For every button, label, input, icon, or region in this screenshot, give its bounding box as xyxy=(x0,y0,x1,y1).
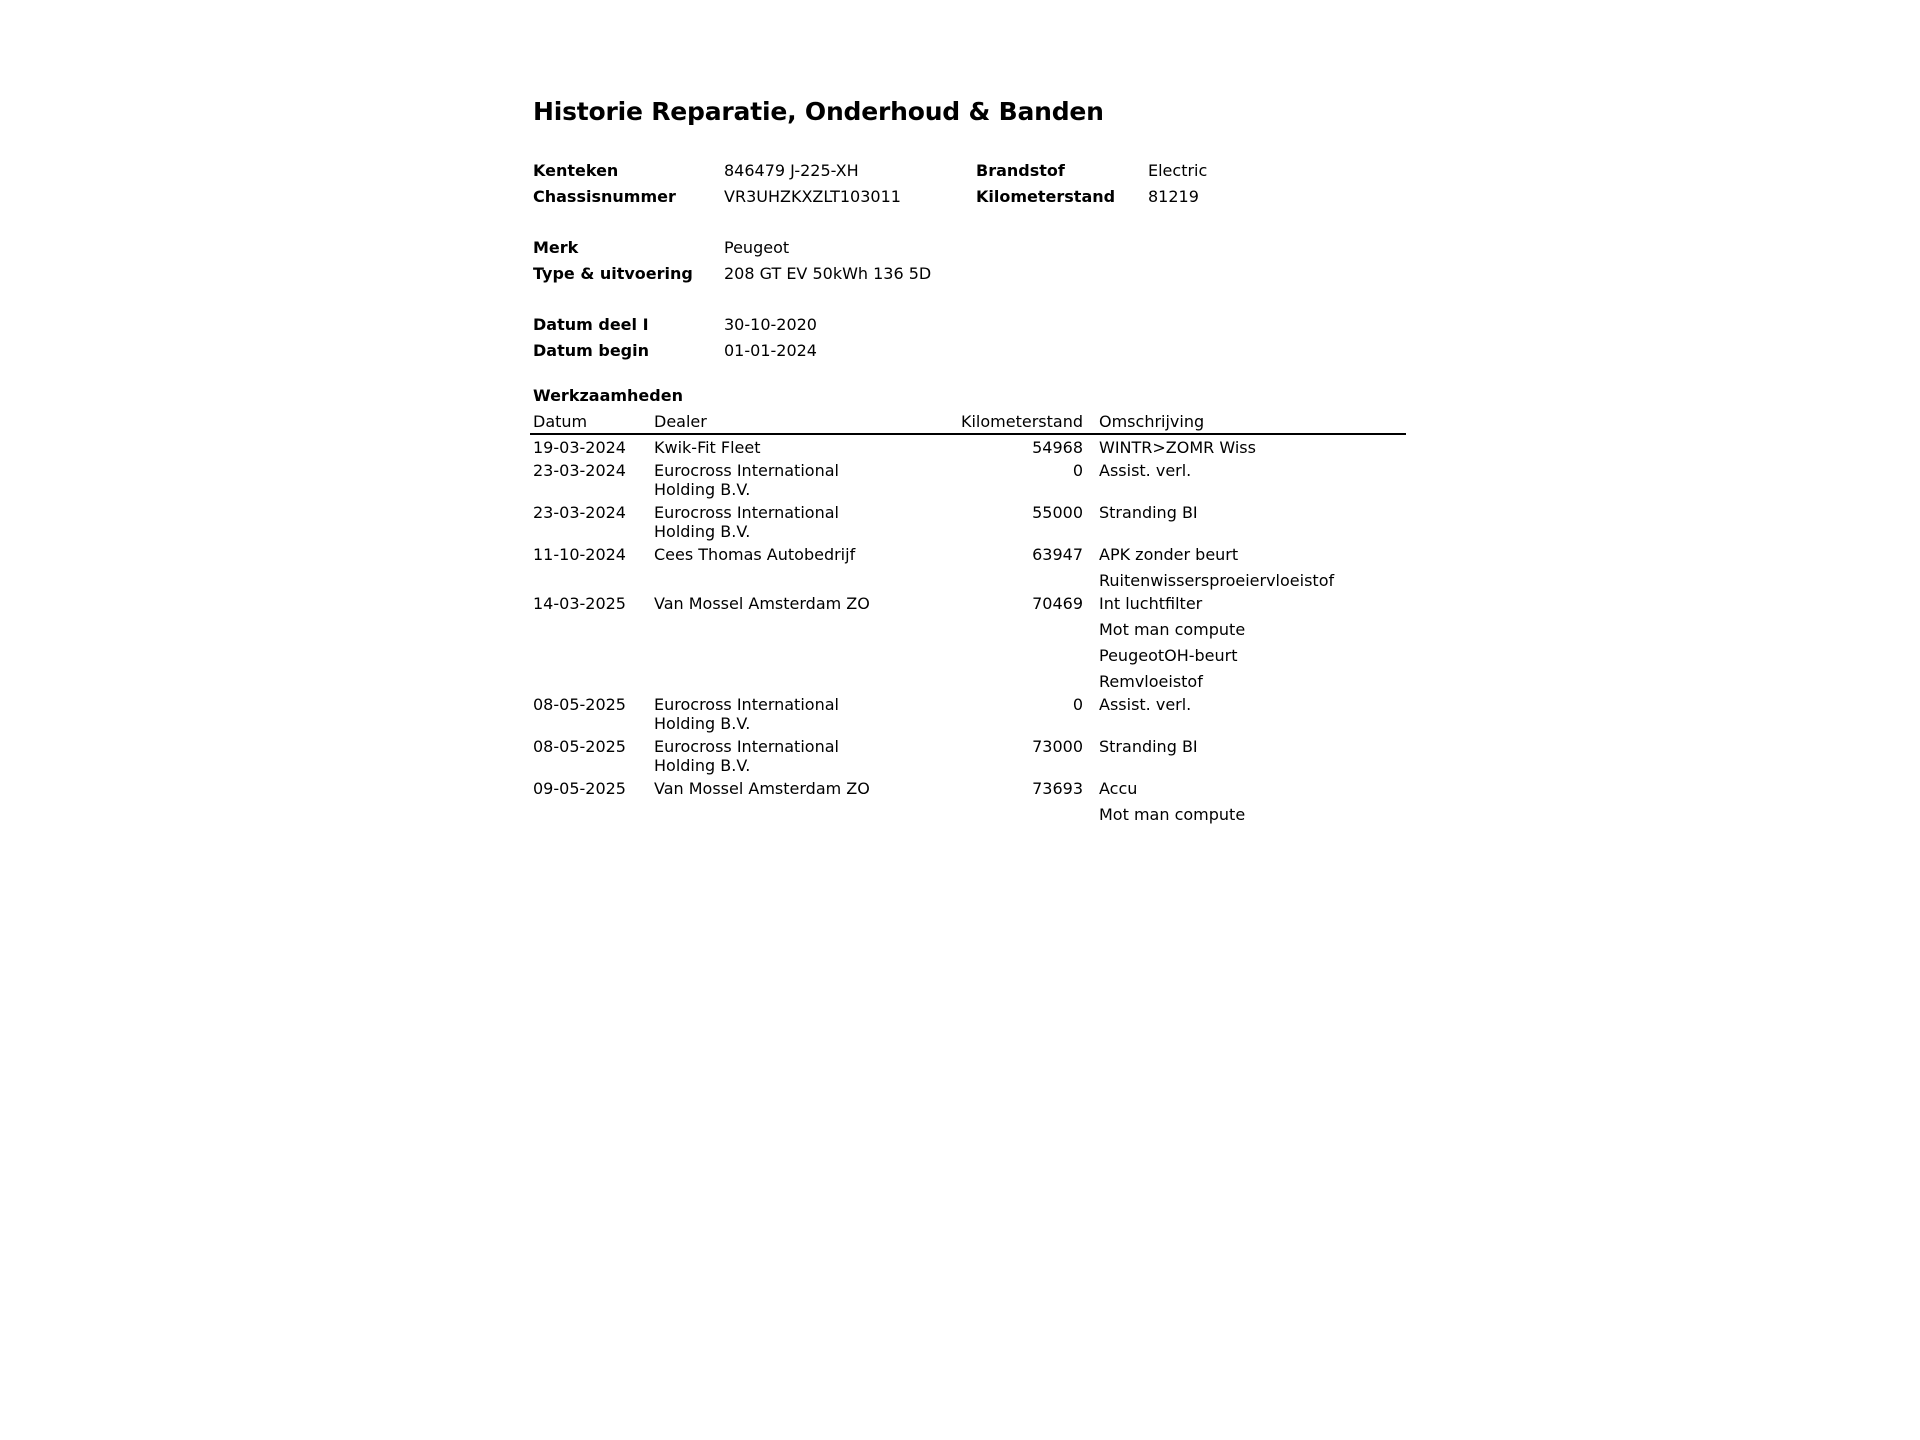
cell-kilometerstand: 55000 xyxy=(1032,503,1083,522)
brandstof-value: Electric xyxy=(1148,161,1208,180)
datum-deel-label: Datum deel I xyxy=(533,315,649,334)
cell-kilometerstand: 73693 xyxy=(1032,779,1083,798)
omschrijving-line: Assist. verl. xyxy=(1099,461,1192,480)
chassis-label: Chassisnummer xyxy=(533,187,676,206)
cell-datum: 08-05-2025 xyxy=(533,695,626,714)
column-header-kilometerstand: Kilometerstand xyxy=(901,412,1097,434)
vehicle-info-identification xyxy=(533,158,1413,210)
cell-kilometerstand: 0 xyxy=(1072,695,1083,714)
cell-datum: 14-03-2025 xyxy=(533,594,626,613)
cell-kilometerstand: 54968 xyxy=(1032,438,1083,457)
datum-begin-value: 01-01-2024 xyxy=(724,341,817,360)
page-title: Historie Reparatie, Onderhoud & Banden xyxy=(533,97,1104,126)
kilometerstand-value: 81219 xyxy=(1148,187,1199,206)
werkzaamheden-table xyxy=(530,412,1406,825)
info-row-kenteken xyxy=(533,158,1413,184)
cell-omschrijving xyxy=(1097,458,1406,500)
info-row-datum-begin xyxy=(533,338,1413,364)
werkzaamheden-title: Werkzaamheden xyxy=(533,386,683,405)
cell-dealer: Eurocross International Holding B.V. xyxy=(654,503,839,541)
cell-omschrijving xyxy=(1097,500,1406,542)
info-row-datum-deel xyxy=(533,312,1413,338)
cell-kilometerstand: 70469 xyxy=(1032,594,1083,613)
cell-datum: 09-05-2025 xyxy=(533,779,626,798)
cell-kilometerstand: 0 xyxy=(1072,461,1083,480)
omschrijving-line: APK zonder beurt xyxy=(1099,545,1239,564)
table-header-row xyxy=(530,412,1406,434)
omschrijving-line: PeugeotOH-beurt xyxy=(1099,646,1238,665)
omschrijving-line: Stranding BI xyxy=(1099,503,1198,522)
cell-dealer: Eurocross International Holding B.V. xyxy=(654,737,839,775)
table-row xyxy=(530,734,1406,776)
chassis-value: VR3UHZKXZLT103011 xyxy=(724,187,901,206)
info-row-merk xyxy=(533,235,1413,261)
merk-value: Peugeot xyxy=(724,238,790,257)
table-row xyxy=(530,434,1406,458)
vehicle-info-model xyxy=(533,235,1413,287)
cell-datum: 19-03-2024 xyxy=(533,438,626,457)
cell-omschrijving xyxy=(1097,542,1406,591)
cell-omschrijving xyxy=(1097,734,1406,776)
kenteken-label: Kenteken xyxy=(533,161,619,180)
column-header-dealer: Dealer xyxy=(651,412,901,434)
kilometerstand-label: Kilometerstand xyxy=(976,187,1116,206)
omschrijving-line: Int luchtfilter xyxy=(1099,594,1203,613)
table-row xyxy=(530,500,1406,542)
datum-deel-value: 30-10-2020 xyxy=(724,315,817,334)
column-header-omschrijving: Omschrijving xyxy=(1097,412,1406,434)
cell-datum: 08-05-2025 xyxy=(533,737,626,756)
document-page xyxy=(533,92,1413,825)
cell-dealer: Eurocross International Holding B.V. xyxy=(654,461,839,499)
cell-kilometerstand: 63947 xyxy=(1032,545,1083,564)
type-value: 208 GT EV 50kWh 136 5D xyxy=(724,264,932,283)
omschrijving-line: WINTR>ZOMR Wiss xyxy=(1099,438,1256,457)
cell-omschrijving xyxy=(1097,591,1406,692)
table-row xyxy=(530,542,1406,591)
omschrijving-line: Mot man compute xyxy=(1099,620,1246,639)
table-row xyxy=(530,458,1406,500)
cell-datum: 23-03-2024 xyxy=(533,503,626,522)
omschrijving-line: Ruitenwissersproeiervloeistof xyxy=(1099,571,1335,590)
merk-label: Merk xyxy=(533,238,579,257)
cell-omschrijving xyxy=(1097,434,1406,458)
cell-kilometerstand: 73000 xyxy=(1032,737,1083,756)
cell-datum: 23-03-2024 xyxy=(533,461,626,480)
cell-omschrijving xyxy=(1097,692,1406,734)
cell-dealer: Eurocross International Holding B.V. xyxy=(654,695,839,733)
omschrijving-line: Mot man compute xyxy=(1099,805,1246,824)
kenteken-value: 846479 J-225-XH xyxy=(724,161,859,180)
table-row xyxy=(530,591,1406,692)
vehicle-info-dates xyxy=(533,312,1413,364)
brandstof-label: Brandstof xyxy=(976,161,1065,180)
cell-dealer: Van Mossel Amsterdam ZO xyxy=(654,779,870,798)
cell-dealer: Van Mossel Amsterdam ZO xyxy=(654,594,870,613)
table-row xyxy=(530,692,1406,734)
info-row-chassis xyxy=(533,184,1413,210)
type-label: Type & uitvoering xyxy=(533,264,693,283)
werkzaamheden-rows xyxy=(530,434,1406,825)
cell-datum: 11-10-2024 xyxy=(533,545,626,564)
omschrijving-line: Accu xyxy=(1099,779,1138,798)
datum-begin-label: Datum begin xyxy=(533,341,649,360)
table-row xyxy=(530,776,1406,825)
omschrijving-line: Remvloeistof xyxy=(1099,672,1203,691)
cell-dealer: Kwik-Fit Fleet xyxy=(654,438,761,457)
omschrijving-line: Assist. verl. xyxy=(1099,695,1192,714)
cell-dealer: Cees Thomas Autobedrijf xyxy=(654,545,856,564)
omschrijving-line: Stranding BI xyxy=(1099,737,1198,756)
info-row-type xyxy=(533,261,1413,287)
cell-omschrijving xyxy=(1097,776,1406,825)
column-header-datum: Datum xyxy=(530,412,651,434)
